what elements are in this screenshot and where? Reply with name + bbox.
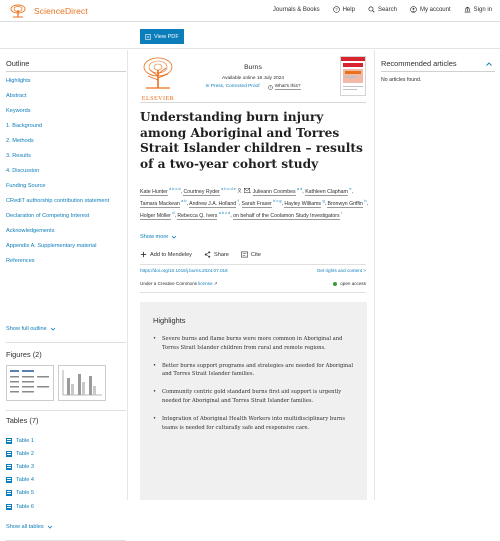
outline-title: Outline xyxy=(6,59,30,68)
author-affiliation[interactable]: f xyxy=(237,199,239,204)
add-to-mendeley-button[interactable] xyxy=(140,251,192,258)
outline-item[interactable]: Keywords xyxy=(6,108,31,114)
article-title: Understanding burn injury among Aboriginal and Torres Strait Islander children – results of a two-year cohort study xyxy=(140,110,363,171)
table-link-label: Table 6 xyxy=(16,503,35,510)
outline-item[interactable]: References xyxy=(6,258,35,264)
highlight-item: • Severe burns and flame burns were more common in Aboriginal and Torres Strait Islander children from rural and remote regions. xyxy=(153,335,354,353)
right-sidebar xyxy=(374,50,500,500)
author-affiliation[interactable]: g xyxy=(322,199,325,204)
outline-item[interactable]: 2. Methods xyxy=(6,138,34,144)
license-link[interactable]: license xyxy=(198,281,213,286)
figure-thumbnail-1[interactable] xyxy=(6,365,54,401)
table-link-label: Table 3 xyxy=(16,463,35,470)
figure-thumbnail-2[interactable] xyxy=(58,365,106,401)
author-link[interactable]: Sarah Fraser xyxy=(241,200,272,207)
cite-label: Cite xyxy=(250,251,261,258)
author-affiliation[interactable]: e xyxy=(349,187,352,191)
table-link-label: Table 2 xyxy=(16,450,35,457)
journal-header xyxy=(140,56,366,100)
table-icon xyxy=(6,490,12,496)
user-icon xyxy=(410,6,417,13)
whats-this-link[interactable] xyxy=(268,84,301,90)
author-link[interactable]: Holger Möller xyxy=(140,213,171,220)
table-link[interactable] xyxy=(6,474,34,487)
search-icon xyxy=(368,6,375,13)
nav-help[interactable] xyxy=(333,6,355,13)
nav-label: Sign in xyxy=(473,6,492,13)
highlight-item: • Community centric gold standard burns first aid support is urgently needed for Aboriginal and Torres Strait Islander families. xyxy=(153,388,354,406)
show-full-outline-button[interactable] xyxy=(6,326,56,332)
top-nav xyxy=(273,6,492,13)
highlights-list xyxy=(153,335,354,432)
table-icon xyxy=(6,451,12,457)
elsevier-tree-icon xyxy=(8,4,28,18)
open-access-dot-icon xyxy=(333,282,337,286)
table-icon xyxy=(6,438,12,444)
outline-item[interactable]: CRediT authorship contribution statement xyxy=(6,198,110,204)
journal-title[interactable]: Burns xyxy=(244,64,262,71)
author-link[interactable]: Kate Hunter xyxy=(140,188,168,195)
available-online: Available online 18 July 2024 xyxy=(221,76,285,81)
table-link[interactable] xyxy=(6,434,34,447)
article-status xyxy=(140,84,366,90)
nav-search[interactable] xyxy=(368,6,397,13)
author-link[interactable]: Andrew J.A. Holland xyxy=(189,200,237,207)
share-button[interactable] xyxy=(204,251,229,258)
status-link[interactable]: In Press, Corrected Proof xyxy=(205,84,260,89)
article-actions xyxy=(140,251,261,258)
nav-label: Search xyxy=(377,6,397,13)
highlight-item: • Integration of Aboriginal Health Workers into multidisciplinary burns teams is needed for culturally safe and responsive care. xyxy=(153,415,354,433)
table-link[interactable] xyxy=(6,487,34,500)
author-affiliation[interactable]: a b c d xyxy=(218,211,231,216)
show-all-tables-label: Show all tables xyxy=(6,524,44,530)
table-icon xyxy=(6,504,12,510)
nav-label: Help xyxy=(342,6,355,13)
svg-text:?: ? xyxy=(334,7,338,13)
divider xyxy=(6,342,126,343)
table-icon xyxy=(6,477,12,483)
divider xyxy=(6,410,126,411)
nav-label: Journals & Books xyxy=(272,6,320,13)
author-affiliation[interactable]: d xyxy=(172,211,175,216)
author-affiliation[interactable]: a b c d xyxy=(169,187,181,191)
divider xyxy=(140,292,366,293)
chevron-up-icon[interactable] xyxy=(485,60,493,68)
author-link[interactable]: Courtney Ryder xyxy=(183,188,220,195)
divider xyxy=(140,264,366,265)
table-link[interactable] xyxy=(6,460,34,473)
outline-item[interactable]: Abstract xyxy=(6,93,27,99)
cite-button[interactable] xyxy=(241,251,261,258)
author-link[interactable]: Bronwyn Griffin xyxy=(327,200,363,207)
author-affiliation[interactable]: b c g xyxy=(273,199,282,204)
chevron-down-icon xyxy=(50,326,56,332)
quote-icon xyxy=(241,251,248,258)
author-link[interactable]: Rebecca Q. Ivers xyxy=(177,213,218,220)
outline-item[interactable]: Appendix A. Supplementary material xyxy=(6,243,97,249)
open-access-label: open access xyxy=(340,281,366,286)
author-affiliation[interactable]: i xyxy=(341,211,342,216)
pdf-icon xyxy=(145,34,151,40)
table-link[interactable] xyxy=(6,500,34,513)
author-link[interactable]: Tamara Mackean xyxy=(140,200,180,207)
outline-item[interactable]: Highlights xyxy=(6,78,31,84)
author-link[interactable]: Julieann Coombes xyxy=(252,188,296,195)
outline-item[interactable]: 4. Discussion xyxy=(6,168,40,174)
get-rights-link[interactable]: Get rights and content > xyxy=(316,268,366,273)
add-to-mendeley-label: Add to Mendeley xyxy=(150,251,192,258)
email-icon[interactable] xyxy=(244,188,250,193)
table-link[interactable] xyxy=(6,447,34,460)
outline-item[interactable]: 1. Background xyxy=(6,123,43,129)
nav-label: My account xyxy=(419,6,451,13)
outline-list xyxy=(6,77,109,272)
tables-title: Tables (7) xyxy=(6,416,39,425)
nav-my-account[interactable] xyxy=(410,6,451,13)
show-more-label: Show more xyxy=(140,234,169,240)
author-link[interactable]: Hayley Williams xyxy=(284,200,322,207)
author-affiliation[interactable]: a b c d e xyxy=(221,187,236,191)
divider xyxy=(6,71,126,72)
publisher-name: ELSEVIER xyxy=(141,95,175,102)
bank-icon xyxy=(464,6,471,13)
nav-sign-in[interactable] xyxy=(464,6,492,13)
highlights-title: Highlights xyxy=(153,316,186,325)
author-affiliation[interactable]: a d xyxy=(297,187,303,191)
journal-cover-image xyxy=(341,57,365,95)
outline-item[interactable]: Declaration of Competing Interest xyxy=(6,213,90,219)
table-link-label: Table 4 xyxy=(16,477,35,484)
plus-icon xyxy=(140,251,147,258)
divider xyxy=(381,71,495,72)
top-header xyxy=(0,0,500,22)
no-articles-message: No articles found. xyxy=(381,77,422,83)
doi-link[interactable]: https://doi.org/10.1016/j.burns.2024.07.018 xyxy=(140,268,228,273)
person-icon xyxy=(237,188,242,193)
view-pdf-label: View PDF xyxy=(154,33,179,40)
outline-item[interactable]: Funding Source xyxy=(6,183,46,189)
tables-list xyxy=(6,434,34,513)
author-link[interactable]: Kathleen Clapham xyxy=(305,188,348,195)
article-toolbar xyxy=(0,22,500,49)
author-list: Kate Hunter $^{a b c d}$, Courtney Ryder $^{a b c d e}$ , Julieann Coombes $^{a d}$, Kathleen Clapham $^e$, Tamara Mackean $^{a b}$, Andrew J.A. Holland $^f$, Sarah Fraser $^{b c g}$, Hayley Williams $^g$, Bronwyn Griffin $^h$, Holger Möller $^d$, Rebecca Q. Ivers $^{a b c d}$, on behalf of the Coolamon Study Investigators $^i$ xyxy=(140,187,368,220)
outline-item[interactable]: 3. Results xyxy=(6,153,31,159)
license-note: Under a Creative Commons license ↗ xyxy=(140,281,218,286)
highlights-box xyxy=(140,302,367,500)
figures-title: Figures (2) xyxy=(6,350,42,359)
divider xyxy=(140,102,366,103)
bar-chart-preview-icon xyxy=(59,366,105,400)
view-pdf-button[interactable] xyxy=(140,29,184,44)
recommended-articles-title: Recommended articles xyxy=(381,59,457,68)
left-sidebar xyxy=(0,50,128,530)
author-affiliation[interactable]: a b xyxy=(181,199,187,204)
svg-text:?: ? xyxy=(269,85,271,90)
whats-this-label: What's this? xyxy=(274,84,301,89)
open-access-badge xyxy=(333,281,366,286)
share-icon xyxy=(204,251,211,258)
brand-name: ScienceDirect xyxy=(34,6,88,16)
license-prefix: Under a Creative Commons xyxy=(140,281,197,286)
sciencedirect-logo[interactable] xyxy=(8,4,88,18)
author-affiliation[interactable]: h xyxy=(364,199,367,204)
share-label: Share xyxy=(213,251,229,258)
chevron-down-icon xyxy=(47,524,53,530)
journal-cover[interactable] xyxy=(340,56,366,96)
nav-journals-books[interactable] xyxy=(273,6,320,13)
table-link-label: Table 1 xyxy=(16,437,35,444)
table-link-label: Table 5 xyxy=(16,490,35,497)
outline-item[interactable]: Acknowledgements xyxy=(6,228,55,234)
get-rights-label: Get rights and content xyxy=(316,268,363,273)
help-circle-icon xyxy=(333,6,340,13)
table-icon xyxy=(6,464,12,470)
chevron-down-icon xyxy=(171,234,177,240)
help-circle-icon xyxy=(268,85,273,90)
table-figure-preview-icon xyxy=(7,366,53,400)
show-all-tables-button[interactable] xyxy=(6,524,53,530)
author-link[interactable]: on behalf of the Coolamon Study Investigators xyxy=(233,213,340,220)
show-full-outline-label: Show full outline xyxy=(6,326,47,332)
show-more-button[interactable] xyxy=(140,234,177,240)
highlight-item: • Better burns support programs and strategies are needed for Aboriginal and Torres Strait Islander families. xyxy=(153,362,354,380)
